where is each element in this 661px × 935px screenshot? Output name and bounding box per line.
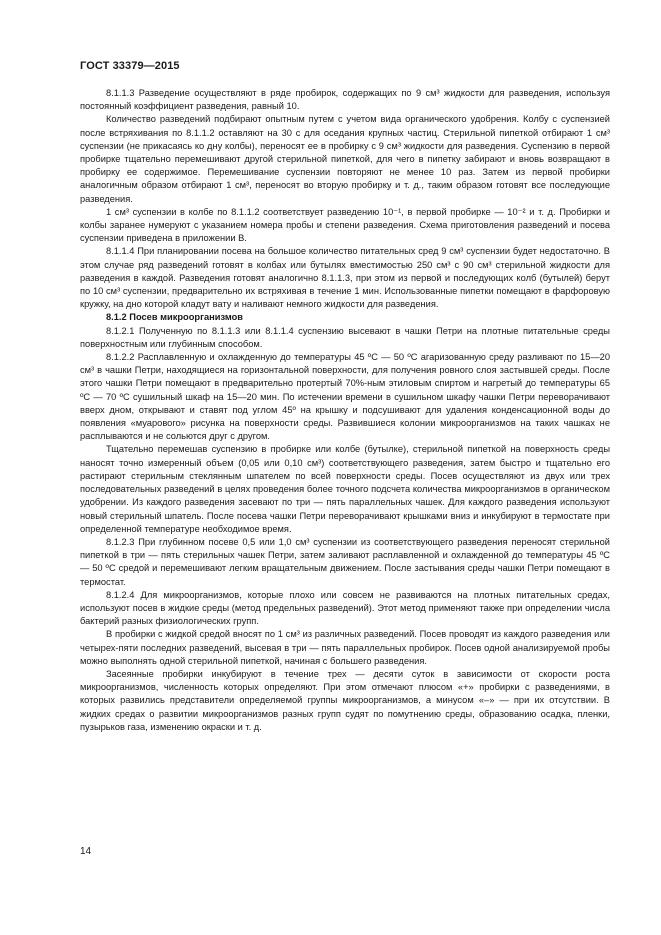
paragraph: Засеянные пробирки инкубируют в течение трех — десяти суток в зависимости от скорости роста микроорганизмов, численность которых определяют. При этом отмечают плюсом «+» пробирки с разведениями, в которых развились представители определяемой группы микроорганизмов, а минусом «–» — при их отсутствии. В жидких средах о развитии микроорганизмов разных групп судят по помутнению среды, образованию осадка, пленки, пузырьков газа, изменению окраски и т. д.	[80, 668, 610, 732]
paragraph: 1 см³ суспензии в колбе по 8.1.1.2 соответствует разведению 10⁻¹, в первой пробирке — 10⁻² и т. д. Пробирки и колбы заранее нумеруют с указанием номера пробы и степени разведения. Схема приготовления разведений и посева суспензии приведена в приложении В.	[80, 206, 610, 244]
standard-header: ГОСТ 33379—2015	[80, 60, 180, 72]
page-number: 14	[80, 846, 92, 857]
paragraph: В пробирки с жидкой средой вносят по 1 см³ из различных разведений. Посев проводят из каждого разведения или четырех-пяти последних разведений, высевая в три — пять параллельных пробирок. Посев одной анализируемой пробы можно выполнять одной стерильной пипеткой, начиная с большего разведения.	[80, 629, 610, 666]
paragraph: 8.1.1.3 Разведение осуществляют в ряде пробирок, содержащих по 9 см³ жидкости для разведения, используя постоянный коэффициент разведения, равный 10.	[80, 88, 610, 112]
paragraph: Тщательно перемешав суспензию в пробирке или колбе (бутылке), стерильной пипеткой на поверхность среды наносят точно измеренный объем (0,05 или 0,10 см³) соответствующего разведения, затем быстро и тщательно его растирают стерильным стеклянным шпателем по всей поверхности среды. Посев осуществляют из двух или трех последовательных разведений в целях проведения более точного подсчета количества микроорганизмов в органическом удобрении. Из каждого разведения засевают по три — пять параллельных чашек. Для каждого разведения используют новый стерильный шпатель. После посева чашки Петри переворачивают крышками вниз и инкубируют в термостате при определенной температуре необходимое время.	[80, 444, 610, 534]
body-text	[80, 87, 610, 734]
paragraph: Количество разведений подбирают опытным путем с учетом вида органического удобрения. Колбу с суспензией после встряхивания по 8.1.1.2 оставляют на 30 с для оседания крупных частиц. Стерильной пипеткой отбирают 1 см³ суспензии (не прикасаясь ко дну колбы), переносят ее в пробирку с 9 см³ жидкости для разведения. Суспензию в первой пробирке тщательно перемешивают другой стерильной пипеткой, для чего в пипетку забирают и вновь возвращают в пробирку ее содержимое. Перемешивание суспензии повторяют не менее 10 раз. Затем из первой пробирки аналогичным образом отбирают 1 см³, переносят во вторую пробирку и т. д., таким образом готовят все последующие разведения.	[80, 114, 610, 204]
paragraph: 8.1.2.4 Для микроорганизмов, которые плохо или совсем не развиваются на плотных питательных средах, используют посев в жидкие среды (метод предельных разведений). Этот метод применяют также при определении числа бактерий разных физиологических групп.	[80, 589, 610, 627]
section-heading: 8.1.2 Посев микроорганизмов	[106, 312, 244, 323]
paragraph: 8.1.2.1 Полученную по 8.1.1.3 или 8.1.1.4 суспензию высевают в чашки Петри на плотные питательные среды поверхностным или глубинным способом.	[80, 325, 610, 349]
paragraph: 8.1.1.4 При планировании посева на большое количество питательных сред 9 см³ суспензии будет недостаточно. В этом случае ряд разведений готовят в колбах или бутылях вместимостью 250 см³ с 90 см³ стерильной жидкости для разведения в каждой. Разведения готовят аналогично 8.1.1.3, при этом из первой и последующих колб (бутылей) берут по 10 см³ суспензии, предварительно их встряхивая в течение 1 мин. Использованные пипетки помещают в фарфоровую кружку, на дно которой кладут вату и наливают немного жидкости для разведения.	[80, 246, 610, 310]
paragraph: 8.1.2.3 При глубинном посеве 0,5 или 1,0 см³ суспензии из соответствующего разведения переносят стерильной пипеткой в три — пять стерильных чашек Петри, затем заливают расплавленной и охлажденной до температуры 45 ºС — 50 ºС средой и перемешивают легким вращательным движением. После застывания среды чашки Петри помещают в термостат.	[80, 536, 610, 587]
paragraph: 8.1.2.2 Расплавленную и охлажденную до температуры 45 ºС — 50 ºС агаризованную среду разливают по 15—20 см³ в чашки Петри, находящиеся на горизонтальной поверхности, для получения ровного слоя застывшей среды. После этого чашки Петри помещают в предварительно протертый 70%-ным этиловым спиртом и нагретый до температуры 65 ºС — 70 ºС сушильный шкаф на 15—20 мин. По истечении времени в сушильном шкафу чашки Петри переворачивают вверх дном, открывают и ставят под углом 45º на крышку и подсушивают для удаления конденсационной воды до появления «муарового» рисунка на поверхности среды. Развившиеся колонии микроорганизмов на таких чашках не расплываются и не сольются друг с другом.	[80, 352, 610, 442]
